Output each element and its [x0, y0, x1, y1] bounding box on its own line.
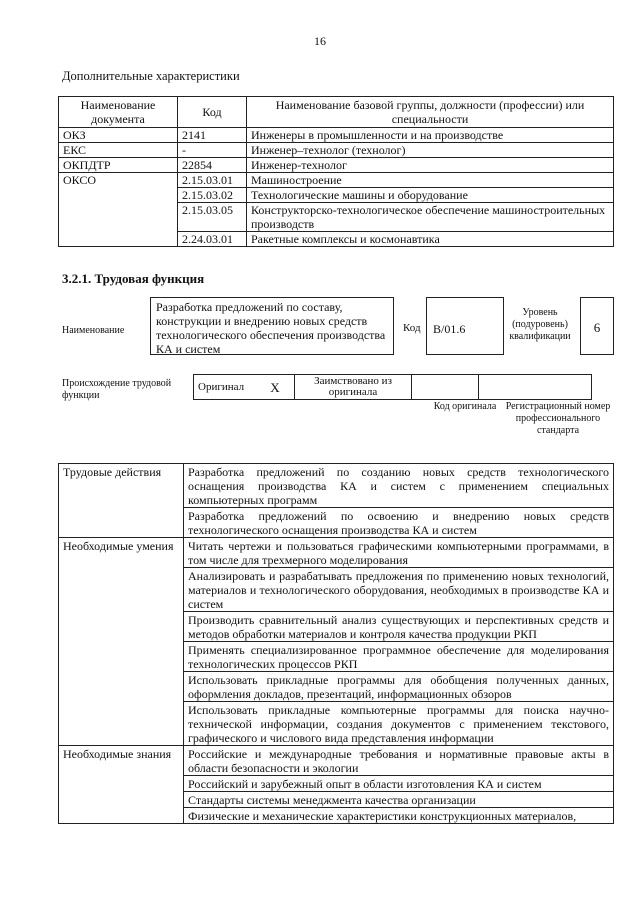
- origin-row: [194, 375, 592, 400]
- cell-doc: ОКЗ: [59, 128, 178, 143]
- category-skills: Необходимые умения: [59, 538, 184, 746]
- cell-doc: ЕКС: [59, 143, 178, 158]
- cell-code: 2.15.03.05: [178, 203, 247, 232]
- list-item: Разработка предложений по созданию новых средств технологического оснащения производства КА и систем с применением специальных компьютерных программ: [184, 464, 614, 508]
- header-name: Наименование базовой группы, должности (профессии) или специальности: [247, 97, 614, 128]
- cell-code: -: [178, 143, 247, 158]
- cell-code: 22854: [178, 158, 247, 173]
- cell-name: Машиностроение: [247, 173, 614, 188]
- table-row: [59, 746, 614, 776]
- cell-name: Инженеры в промышленности и на производстве: [247, 128, 614, 143]
- list-item: Производить сравнительный анализ существующих и перспективных средств и методов обработки материалов и контроля качества продукции РКП: [184, 612, 614, 642]
- cell-name: Инженер-технолог: [247, 158, 614, 173]
- borrowed-label: Заимствовано из оригинала: [295, 375, 412, 400]
- origin-table: [193, 374, 592, 400]
- header-code: Код: [178, 97, 247, 128]
- origin-label: Происхождение трудовой функции: [62, 378, 172, 401]
- level-label: Уровень (подуровень) квалификации: [509, 307, 571, 342]
- list-item: Стандарты системы менеджмента качества организации: [184, 792, 614, 808]
- table-header-row: [59, 97, 614, 128]
- list-item: Разработка предложений по освоению и внедрению новых средств технологического оснащения производства КА и систем: [184, 508, 614, 538]
- function-details-table: [58, 463, 614, 824]
- section-title: Дополнительные характеристики: [62, 69, 240, 83]
- cell-code: 2141: [178, 128, 247, 143]
- table-row: [59, 158, 614, 173]
- table-row: [59, 143, 614, 158]
- list-item: Анализировать и разрабатывать предложения по применению новых технологий, материалов и технологического оборудования, необходимых в производстве КА и систем: [184, 568, 614, 612]
- name-label: Наименование: [62, 325, 125, 336]
- cell-code: 2.15.03.02: [178, 188, 247, 203]
- function-title: 3.2.1. Трудовая функция: [62, 271, 205, 286]
- function-code-box: B/01.6: [426, 297, 504, 355]
- category-actions: Трудовые действия: [59, 464, 184, 538]
- table-row: [59, 128, 614, 143]
- cell-doc: ОКПДТР: [59, 158, 178, 173]
- list-item: Российские и международные требования и нормативные правовые акты в области безопасности и экологии: [184, 746, 614, 776]
- function-name-box: Разработка предложений по составу, конструкции и внедрению новых средств технологического обеспечения производства КА и систем: [150, 297, 394, 355]
- reg-number-label: Регистрационный номер профессионального стандарта: [505, 401, 611, 436]
- table-row: [59, 538, 614, 568]
- table-row: [59, 173, 614, 188]
- origin-code-label: Код оригинала: [433, 401, 497, 412]
- original-mark: X: [256, 375, 295, 400]
- cell-name: Ракетные комплексы и космонавтика: [247, 232, 614, 247]
- cell-code: 2.15.03.01: [178, 173, 247, 188]
- cell-name: Конструкторско-технологическое обеспечение машиностроительных производств: [247, 203, 614, 232]
- additional-characteristics-table: [58, 96, 614, 247]
- cell-name: Технологические машины и оборудование: [247, 188, 614, 203]
- level-box: 6: [580, 297, 614, 355]
- code-label: Код: [403, 322, 421, 334]
- cell-code: 2.24.03.01: [178, 232, 247, 247]
- list-item: Применять специализированное программное обеспечение для моделирования технологических процессов РКП: [184, 642, 614, 672]
- origin-code-cell: [412, 375, 479, 400]
- list-item: Российский и зарубежный опыт в области изготовления КА и систем: [184, 776, 614, 792]
- header-document: Наименование документа: [59, 97, 178, 128]
- list-item: Использовать прикладные программы для обобщения полученных данных, оформления докладов, презентаций, информационных обзоров: [184, 672, 614, 702]
- list-item: Читать чертежи и пользоваться графическими компьютерными программами, в том числе для трехмерного моделирования: [184, 538, 614, 568]
- list-item: Физические и механические характеристики конструкционных материалов,: [184, 808, 614, 824]
- category-knowledge: Необходимые знания: [59, 746, 184, 824]
- cell-name: Инженер–технолог (технолог): [247, 143, 614, 158]
- page-number: 16: [314, 34, 326, 48]
- original-label: Оригинал: [194, 375, 257, 400]
- table-row: [59, 464, 614, 508]
- list-item: Использовать прикладные компьютерные программы для поиска научно-технической информации, создания документов с применением текстового, графического и числового вида представления информации: [184, 702, 614, 746]
- cell-doc: ОКСО: [59, 173, 178, 247]
- reg-number-cell: [479, 375, 592, 400]
